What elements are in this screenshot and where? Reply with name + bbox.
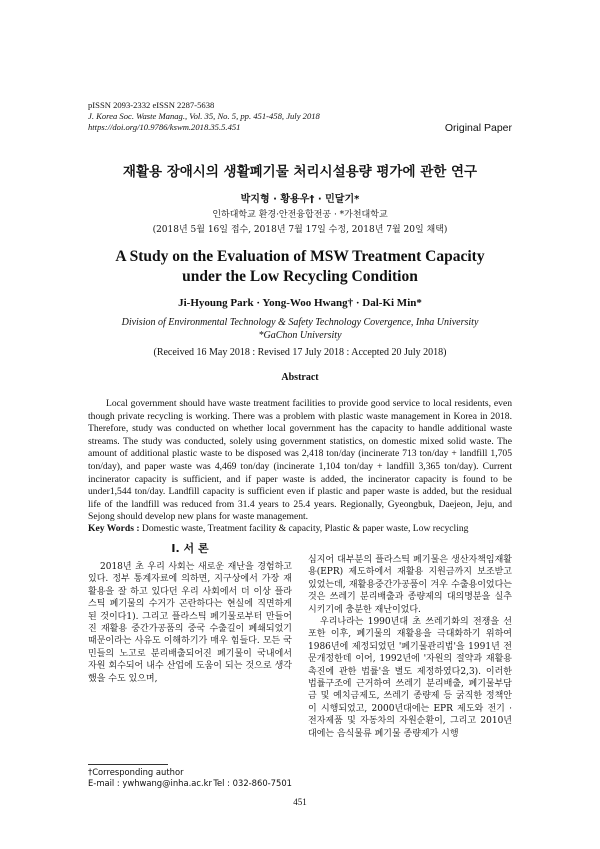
left-column xyxy=(88,561,292,685)
author-tel: Tel : 032-860-7501 xyxy=(213,778,292,788)
right-paragraph-1: 심지어 대부분의 플라스틱 폐기물은 생산자책임재활용(EPR) 제도하에서 재활용 지원금까지 보조받고 있었는데, 재활용중간가공품이 겨우 수출용이었다는 것은 쓰레기 분리배출과 종량제의 대의명분을 실추시키기에 충분한 재난이었다. xyxy=(308,555,512,615)
article-type-label: Original Paper xyxy=(444,122,512,134)
english-affiliation-2: *GaChon University xyxy=(258,330,342,341)
right-column xyxy=(308,554,512,740)
issn-line: pISSN 2093-2332 eISSN 2287-5638 xyxy=(88,100,215,110)
abstract-text: Local government should have waste treatment facilities to provide good service to local residents, even though private recycling is working. There was a problem with plastic waste management in Korea in 2018. Therefore, study was conducted on whether local government has the capacity to handle additional waste streams. The study was conducted, solely using government statistics, on domestic mixed solid waste. The amount of additional plastic waste to be disposed was 2,418 ton/day (incinerate 713 ton/day + landfill 1,705 ton/day), and paper waste was 4,469 ton/day (incinerate 1,104 ton/day + landfill 3,365 ton/day). Current incinerator capacity is sufficient, and if paper waste is added, the incinerator capacity is found to be under1,544 ton/day. Landfill capacity is sufficient even if plastic and paper waste is added, but the residual life of the landfill was reduced from 31.4 years to 25.4 years. Regionally, Gyeongbuk, Daejeon, Jeju, and Sejong should develop new plans for waste management. xyxy=(88,398,512,523)
author-email[interactable]: E-mail : ywhwang@inha.ac.kr xyxy=(88,778,212,788)
keywords-line xyxy=(88,523,512,534)
english-title-line2: under the Low Recycling Condition xyxy=(182,268,418,285)
english-affiliation: Division of Environmental Technology & Safety Technology Covergence, Inha University xyxy=(121,317,479,328)
korean-title: 재활용 장애시의 생활폐기물 처리시설용량 평가에 관한 연구 xyxy=(122,164,478,180)
keywords-list: Domestic waste, Treatment facility & capacity, Plastic & paper waste, Low recycling xyxy=(139,523,469,534)
english-authors: Ji-Hyoung Park · Yong-Woo Hwang† · Dal-Ki Min* xyxy=(178,297,422,309)
corresponding-author: †Corresponding author xyxy=(88,767,184,777)
section-title: I. 서 론 xyxy=(171,542,209,555)
english-dates: (Received 16 May 2018 : Revised 17 July 2018 : Accepted 20 July 2018) xyxy=(153,347,447,358)
footnote-rule xyxy=(88,764,168,765)
page-number: 451 xyxy=(293,797,307,807)
footnote xyxy=(88,767,292,789)
korean-dates: (2018년 5월 16일 접수, 2018년 7월 17일 수정, 2018년 7월 20일 채택) xyxy=(152,225,448,235)
keywords-label: Key Words : xyxy=(88,523,140,534)
doi-link[interactable]: https://doi.org/10.9786/kswm.2018.35.5.451 xyxy=(88,122,241,132)
abstract-heading: Abstract xyxy=(281,372,319,383)
korean-authors: 박지형 · 황용우† · 민달기* xyxy=(240,194,360,205)
journal-citation: J. Korea Soc. Waste Manag., Vol. 35, No. 5, pp. 451-458, July 2018 xyxy=(88,111,320,121)
right-paragraph-2: 우리나라는 1990년대 초 쓰레기화의 전쟁을 선포한 이후, 폐기물의 재활용을 극대화하기 위하여 1986년에 제정되었던 '폐기물관리법'을 1991년 전문개정한데 이어, 1992년에 '자원의 절약과 재활용촉진에 관한 법률'을 별도 제정하였다2,3). 이러한 법률구조에 근거하여 쓰레기 분리배출, 폐기물부담금 및 예치금제도, 쓰레기 종량제 등 굵직한 정책안이 시행되었고, 2000년대에는 EPR 제도와 전기 · 전자제품 및 자동차의 자원순환이, 그리고 2010년대에는 음식물류 폐기물 종량제가 시행 xyxy=(308,617,512,739)
abstract-body xyxy=(88,398,512,524)
left-paragraph: 2018년 초 우리 사회는 새로운 재난을 경험하고 있다. 정부 통계자료에 의하면, 지구상에서 가장 재활용을 잘 하고 있다던 우리 사회에서 더 이상 플라스틱 폐기물의 수거가 곤란하다는 현실에 직면하게 된 것이다1). 그리고 플라스틱 폐기물로부터 만들어진 재활용 중간가공품의 중국 수출길이 폐쇄되었기 때문이라는 사유도 이해하기가 매우 힘들다. 모든 국민들의 노고로 분리배출되어진 폐기물이 국내에서 자원 회수되어 내수 산업에 도움이 되는 것으로 생각했을 수도 있으며, xyxy=(88,562,292,684)
korean-affiliation: 인하대학교 환경·안전융합전공 · *가천대학교 xyxy=(212,210,388,220)
english-title-line1: A Study on the Evaluation of MSW Treatment Capacity xyxy=(115,248,485,265)
